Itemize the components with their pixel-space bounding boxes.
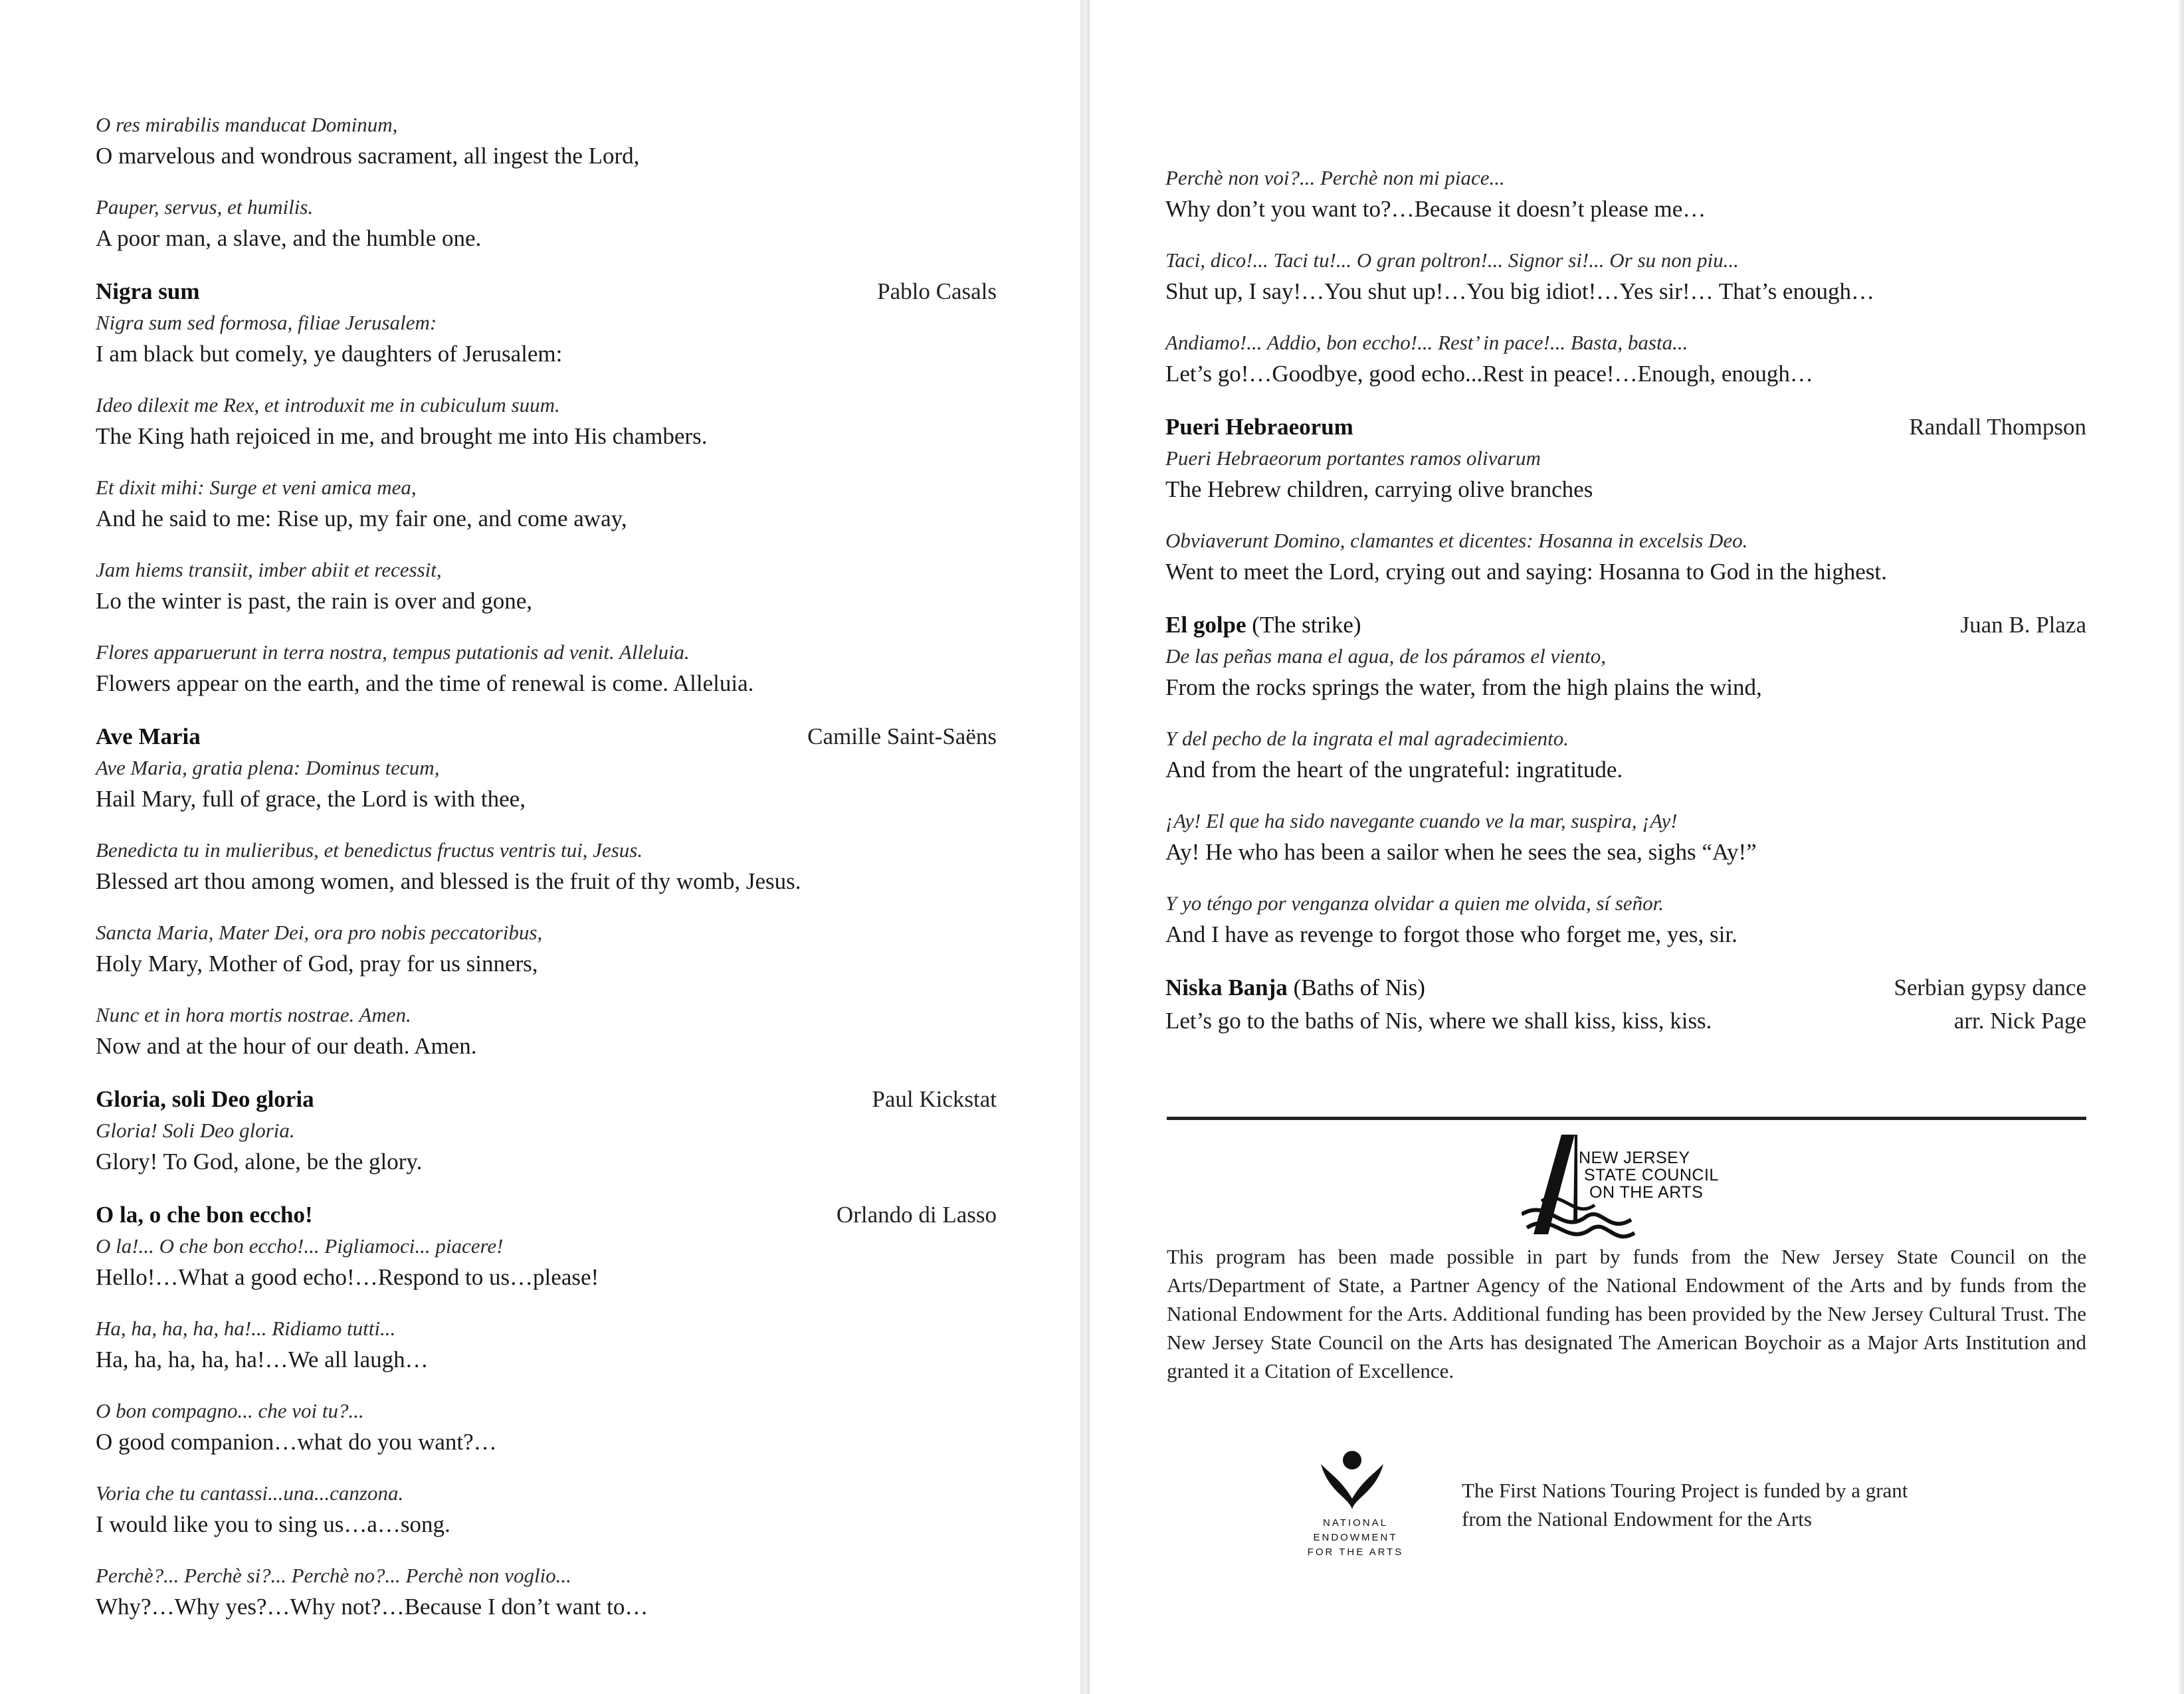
latin-line: Gloria! Soli Deo gloria. xyxy=(96,1119,295,1142)
verse-pair xyxy=(1165,328,2086,391)
verse-pair xyxy=(1165,163,2086,226)
nea-logo-line2: ENDOWMENT xyxy=(1313,1532,1398,1543)
latin-line: Y yo téngo por venganza olvidar a quien me olvida, sí señor. xyxy=(1165,892,1664,915)
piece-title: Niska Banja (Baths of Nis) xyxy=(1165,975,1425,1000)
left-page xyxy=(0,0,1082,1694)
english-line: From the rocks springs the water, from the high plains the wind, xyxy=(1165,674,1762,700)
latin-line: Perchè non voi?... Perchè non mi piace... xyxy=(1165,166,1505,189)
english-line: A poor man, a slave, and the humble one. xyxy=(96,225,482,251)
arranger: arr. Nick Page xyxy=(1953,1008,2086,1034)
verse-pair xyxy=(1165,642,2086,704)
piece-composer: Serbian gypsy dance xyxy=(1894,975,2086,1000)
latin-line: Nigra sum sed formosa, filiae Jerusalem: xyxy=(96,311,437,334)
nea-logo-icon xyxy=(1316,1446,1389,1512)
latin-line: Y del pecho de la ingrata el mal agradecimiento. xyxy=(1165,727,1569,750)
divider-rule xyxy=(1167,1117,2086,1120)
piece-title xyxy=(1165,411,1353,444)
piece-header xyxy=(96,1083,997,1116)
english-line: Ha, ha, ha, ha, ha!…We all laugh… xyxy=(96,1347,429,1372)
english-line: O good companion…what do you want?… xyxy=(96,1429,497,1455)
english-line: The King hath rejoiced in me, and brought me into His chambers. xyxy=(96,423,708,449)
verse-pair xyxy=(96,1561,997,1624)
piece-header xyxy=(1165,609,2086,642)
piece-subtitle: (Baths of Nis) xyxy=(1293,975,1425,1000)
latin-line: Pueri Hebraeorum portantes ramos olivarum xyxy=(1165,446,1541,470)
piece xyxy=(1165,411,2086,589)
piece-title-text: Gloria, soli Deo gloria xyxy=(96,1086,314,1112)
nea-logo-text xyxy=(1302,1516,1409,1560)
latin-line: Benedicta tu in mulieribus, et benedictus fructus ventris tui, Jesus. xyxy=(96,838,643,862)
english-line: Hail Mary, full of grace, the Lord is with thee, xyxy=(96,786,526,812)
latin-line: Voria che tu cantassi...una...canzona. xyxy=(96,1481,404,1505)
piece-composer: Orlando di Lasso xyxy=(836,1202,997,1228)
nj-logo-line3: ON THE ARTS xyxy=(1589,1183,1704,1202)
latin-line: Andiamo!... Addio, bon eccho!... Rest’ in pace!... Basta, basta... xyxy=(1165,331,1688,354)
verse-pair xyxy=(96,1396,997,1459)
piece xyxy=(96,275,997,700)
english-line: I would like you to sing us…a…song. xyxy=(96,1511,450,1537)
latin-line: Jam hiems transiit, imber abiit et recessit, xyxy=(96,558,442,581)
piece-header xyxy=(1165,411,2086,444)
verse-pair xyxy=(96,1116,997,1178)
nea-logo-line3: FOR THE ARTS xyxy=(1307,1547,1404,1558)
latin-line: Flores apparuerunt in terra nostra, tempus putationis ad venit. Alleluia. xyxy=(96,640,690,664)
nea-logo-line1: NATIONAL xyxy=(1323,1517,1388,1529)
verse-pair xyxy=(1165,444,2086,506)
verse-pair xyxy=(1165,724,2086,787)
english-line: Shut up, I say!…You shut up!…You big idiot!…Yes sir!… That’s enough… xyxy=(1165,278,1874,304)
nj-logo-line2: STATE COUNCIL xyxy=(1584,1166,1719,1184)
latin-line: O res mirabilis manducat Dominum, xyxy=(96,113,398,136)
piece-header xyxy=(96,1198,997,1232)
piece-niska-banja xyxy=(1165,971,2086,1038)
english-line: Let’s go!…Goodbye, good echo...Rest in peace!…Enough, enough… xyxy=(1165,361,1813,387)
latin-line: Nunc et in hora mortis nostrae. Amen. xyxy=(96,1003,411,1026)
english-line: And he said to me: Rise up, my fair one, and come away, xyxy=(96,506,627,531)
verse-pair xyxy=(96,1479,997,1541)
continued-verses xyxy=(1165,163,2086,391)
piece-title xyxy=(96,1083,314,1116)
verse-pair xyxy=(96,110,997,173)
english-line: I am black but comely, ye daughters of Jerusalem: xyxy=(96,341,563,367)
english-line: Now and at the hour of our death. Amen. xyxy=(96,1033,477,1059)
verse-pair xyxy=(96,638,997,700)
piece-subtitle: (The strike) xyxy=(1252,612,1361,638)
english-line: Lo the winter is past, the rain is over and gone, xyxy=(96,588,533,614)
piece-title-text: Ave Maria xyxy=(96,723,201,749)
latin-line: Obviaverunt Domino, clamantes et dicentes: Hosanna in excelsis Deo. xyxy=(1165,529,1748,552)
piece-title-text: El golpe xyxy=(1165,612,1246,638)
latin-line: De las peñas mana el agua, de los páramos el viento, xyxy=(1165,644,1606,668)
english-line: Glory! To God, alone, be the glory. xyxy=(96,1149,423,1175)
piece-composer: Randall Thompson xyxy=(1909,414,2086,440)
funding-paragraph: This program has been made possible in part by funds from the New Jersey State Council on the Arts/Department of State, a Partner Agency of the National Endowment of the Arts and by funds from the National Endowment for the Arts. Additional funding has been provided by the New Jersey Cultural Trust. The New Jersey State Council on the Arts has designated The American Boychoir as a Major Arts Institution and granted it a Citation of Excellence. xyxy=(1167,1245,2086,1382)
verse-pair xyxy=(1165,889,2086,951)
nea-funding-note: The First Nations Touring Project is funded by a grant from the National Endowment for the Arts xyxy=(1462,1479,1908,1531)
piece xyxy=(96,1198,997,1624)
latin-line: Sancta Maria, Mater Dei, ora pro nobis peccatoribus, xyxy=(96,921,543,944)
english-line: Why?…Why yes?…Why not?…Because I don’t want to… xyxy=(96,1594,648,1620)
english-line: And I have as revenge to forgot those who forget me, yes, sir. xyxy=(1165,921,1737,947)
piece-title-text: O la, o che bon eccho! xyxy=(96,1202,313,1228)
verse-pair xyxy=(96,555,997,618)
verse-pair xyxy=(96,1000,997,1063)
nj-logo-line1: NEW JERSEY xyxy=(1579,1149,1690,1167)
latin-line: Ave Maria, gratia plena: Dominus tecum, xyxy=(96,756,440,779)
latin-line: Et dixit mihi: Surge et veni amica mea, xyxy=(96,476,417,499)
verse-pair xyxy=(96,918,997,981)
english-line: Flowers appear on the earth, and the time of renewal is come. Alleluia. xyxy=(96,670,754,696)
english-line: Why don’t you want to?…Because it doesn’t please me… xyxy=(1165,196,1706,222)
piece-composer: Camille Saint-Saëns xyxy=(807,723,997,749)
verse-pair xyxy=(96,1232,997,1294)
latin-line: ¡Ay! El que ha sido navegante cuando ve la mar, suspira, ¡Ay! xyxy=(1165,809,1678,832)
piece-header xyxy=(96,720,997,753)
left-column xyxy=(96,110,997,1644)
verse-pair xyxy=(96,391,997,453)
latin-line: O bon compagno... che voi tu?... xyxy=(96,1399,364,1422)
piece-composer: Pablo Casals xyxy=(877,278,997,304)
english-line: Went to meet the Lord, crying out and saying: Hosanna to God in the highest. xyxy=(1165,559,1887,585)
piece-title-text: Pueri Hebraeorum xyxy=(1165,414,1353,440)
latin-line: Ideo dilexit me Rex, et introduxit me in cubiculum suum. xyxy=(96,393,560,417)
piece-composer: Paul Kickstat xyxy=(872,1086,997,1112)
piece xyxy=(96,1083,997,1178)
verse-pair xyxy=(96,308,997,371)
english-line: Ay! He who has been a sailor when he sees the sea, sighs “Ay!” xyxy=(1165,839,1757,865)
latin-line: Perchè?... Perchè si?... Perchè no?... Perchè non voglio... xyxy=(96,1564,571,1587)
piece-title xyxy=(96,720,201,753)
right-pieces xyxy=(1165,411,2086,951)
verse-pair xyxy=(96,836,997,898)
verse-pair xyxy=(96,193,997,255)
english-line: Let’s go to the baths of Nis, where we shall kiss, kiss, kiss. xyxy=(1165,1008,1712,1034)
english-line: Blessed art thou among women, and blessed is the fruit of thy womb, Jesus. xyxy=(96,868,801,894)
piece-title xyxy=(96,275,200,308)
piece-title xyxy=(96,1198,313,1232)
latin-line: Taci, dico!... Taci tu!... O gran poltron!... Signor si!... Or su non piu... xyxy=(1165,248,1739,272)
verse-pair xyxy=(1165,526,2086,589)
verse-pair xyxy=(96,473,997,535)
english-line: Holy Mary, Mother of God, pray for us sinners, xyxy=(96,951,538,977)
piece-title xyxy=(1165,609,1361,642)
verse-pair xyxy=(1165,806,2086,869)
english-line: Hello!…What a good echo!…Respond to us…please! xyxy=(96,1264,599,1290)
verse-pair xyxy=(96,1314,997,1376)
english-line: O marvelous and wondrous sacrament, all ingest the Lord, xyxy=(96,143,640,169)
latin-line: Ha, ha, ha, ha, ha!... Ridiamo tutti... xyxy=(96,1317,396,1340)
nj-logo-text xyxy=(1579,1149,1719,1201)
verse-pair xyxy=(96,753,997,816)
english-line: The Hebrew children, carrying olive branches xyxy=(1165,476,1593,502)
latin-line: Pauper, servus, et humilis. xyxy=(96,195,314,219)
english-line: And from the heart of the ungrateful: ingratitude. xyxy=(1165,757,1623,783)
right-column xyxy=(1165,163,2086,1038)
piece-title-text: Nigra sum xyxy=(96,278,200,304)
piece-header xyxy=(96,275,997,308)
piece-composer: Juan B. Plaza xyxy=(1960,612,2086,638)
piece xyxy=(96,720,997,1063)
latin-line: O la!... O che bon eccho!... Pigliamoci... piacere! xyxy=(96,1234,504,1258)
verse-pair xyxy=(1165,246,2086,308)
page-edge xyxy=(2177,0,2184,1694)
piece xyxy=(1165,609,2086,951)
